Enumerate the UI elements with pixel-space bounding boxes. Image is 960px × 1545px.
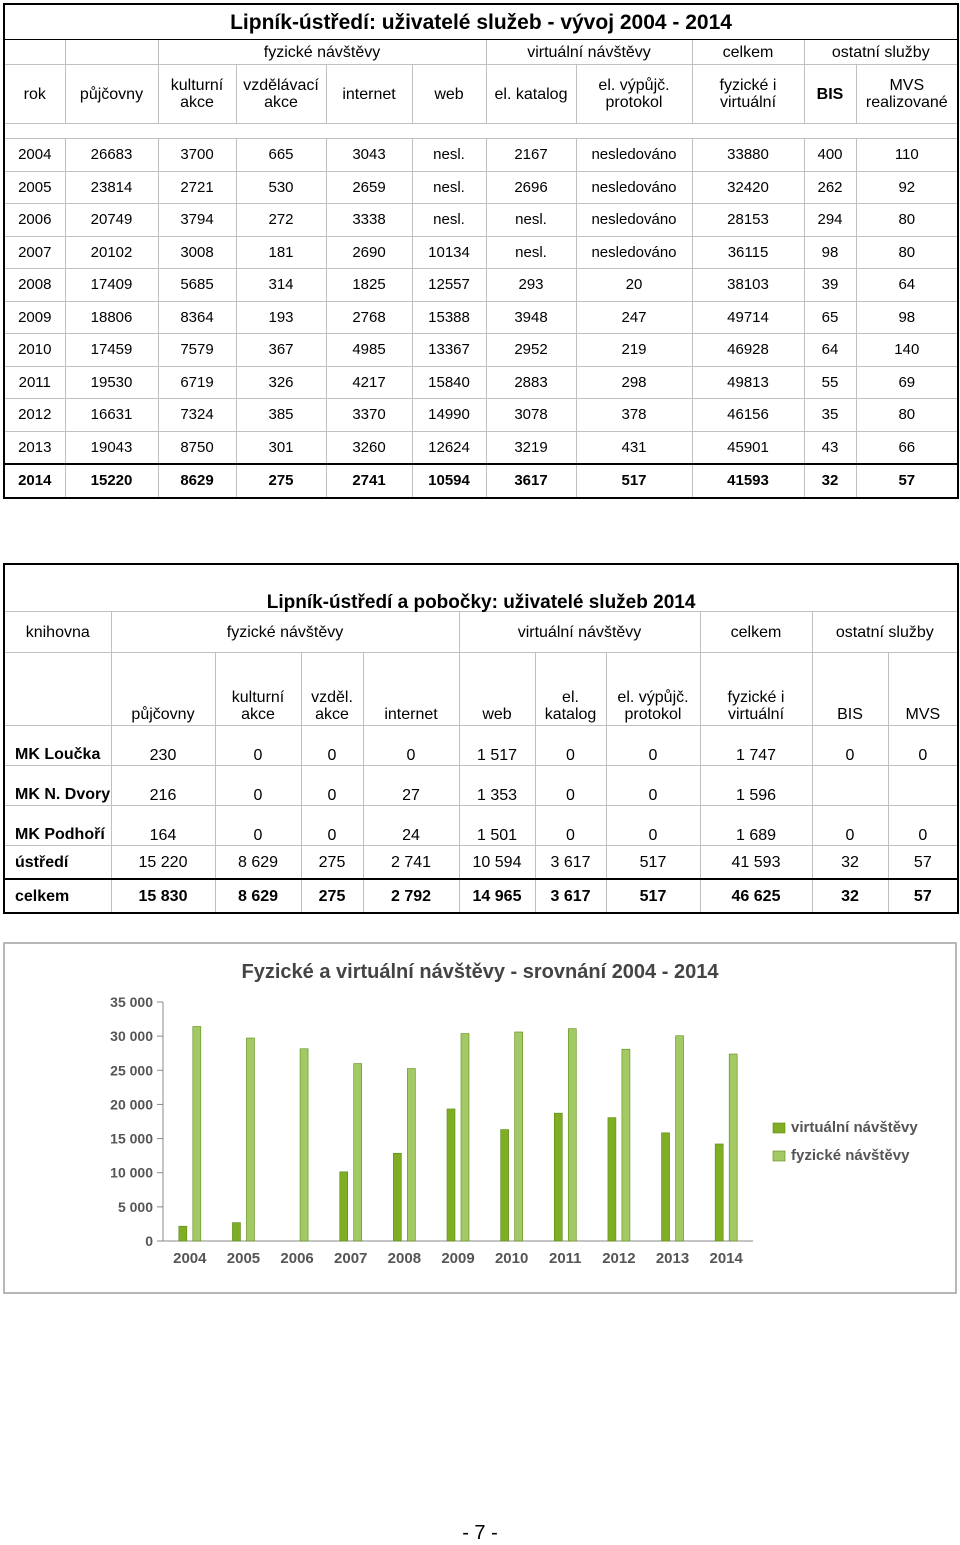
table-cell: 2013	[4, 431, 65, 464]
bar-physical-2008	[407, 1069, 415, 1241]
table-cell: 0	[606, 766, 700, 806]
bar-physical-2013	[676, 1036, 684, 1241]
table-cell: 18806	[65, 301, 158, 334]
table-cell: 98	[856, 301, 958, 334]
table-cell: 80	[856, 399, 958, 432]
table-cell: 2 741	[363, 846, 459, 880]
table-cell: 3338	[326, 204, 412, 237]
table-cell: 46928	[692, 334, 804, 367]
table-cell: 3008	[158, 236, 236, 269]
x-tick-label: 2004	[173, 1250, 207, 1267]
table-cell: 0	[215, 726, 301, 766]
col-mvs: MVS	[888, 653, 958, 726]
table-cell: 57	[856, 464, 958, 498]
legend-label: virtuální návštěvy	[791, 1119, 918, 1136]
table-cell: 17459	[65, 334, 158, 367]
table-cell: 80	[856, 236, 958, 269]
table-cell: 10134	[412, 236, 486, 269]
table-cell: 49813	[692, 366, 804, 399]
table-cell: 19530	[65, 366, 158, 399]
table-cell: 6719	[158, 366, 236, 399]
table-cell: 15220	[65, 464, 158, 498]
table-cell: 2768	[326, 301, 412, 334]
legend-label: fyzické návštěvy	[791, 1147, 910, 1164]
table-cell: 275	[301, 846, 363, 880]
col-rok: rok	[4, 65, 65, 124]
table-cell: 2659	[326, 171, 412, 204]
chart-frame	[3, 942, 957, 1294]
table-cell: 1825	[326, 269, 412, 302]
table-cell: 140	[856, 334, 958, 367]
table-cell: 92	[856, 171, 958, 204]
bar-physical-2005	[246, 1038, 254, 1241]
table-row	[4, 269, 958, 302]
table1-title: Lipník-ústředí: uživatelé služeb - vývoj 2004 - 2014	[4, 4, 958, 40]
legend-swatch	[773, 1123, 785, 1133]
group-physical: fyzické návštěvy	[158, 40, 486, 65]
chart-title: Fyzické a virtuální návštěvy - srovnání 2004 - 2014	[241, 961, 719, 983]
table-cell: 193	[236, 301, 326, 334]
table-cell: 164	[111, 806, 215, 846]
table-cell: nesledováno	[576, 139, 692, 172]
col-katalog: el. katalog	[486, 65, 576, 124]
table-cell: 46156	[692, 399, 804, 432]
table-cell: 39	[804, 269, 856, 302]
table-cell: 1 596	[700, 766, 812, 806]
table-cell: 3794	[158, 204, 236, 237]
table-row	[4, 301, 958, 334]
table-cell: nesledováno	[576, 171, 692, 204]
table-cell	[812, 766, 888, 806]
table-cell: 17409	[65, 269, 158, 302]
table-cell: 7579	[158, 334, 236, 367]
y-tick-label: 5 000	[117, 1198, 153, 1215]
table-row	[4, 806, 958, 846]
col-vzdel: vzděl. akce	[301, 653, 363, 726]
table-cell: 32	[812, 846, 888, 880]
group-knihovna: knihovna	[4, 612, 111, 653]
table-cell: 0	[301, 806, 363, 846]
table-cell: nesl.	[412, 171, 486, 204]
col-vzdelavaci: vzdělávací akce	[236, 65, 326, 124]
bar-virtual-2004	[179, 1226, 187, 1241]
table-cell: 2167	[486, 139, 576, 172]
y-tick-label: 25 000	[110, 1062, 153, 1079]
table-cell: nesl.	[412, 139, 486, 172]
table-cell: 3370	[326, 399, 412, 432]
col-fv: fyzické i virtuální	[692, 65, 804, 124]
table-cell: 32	[812, 879, 888, 913]
table-cell: 80	[856, 204, 958, 237]
table-cell: 13367	[412, 334, 486, 367]
table-cell: 0	[888, 726, 958, 766]
table-cell: 3 617	[535, 846, 606, 880]
table-cell: nesledováno	[576, 236, 692, 269]
table-cell: 0	[215, 766, 301, 806]
table-cell: 8 629	[215, 846, 301, 880]
table-cell: 275	[301, 879, 363, 913]
table-row	[4, 204, 958, 237]
y-tick-label: 30 000	[110, 1028, 153, 1045]
table-cell: 3078	[486, 399, 576, 432]
x-tick-label: 2011	[548, 1250, 582, 1267]
table-cell: 15840	[412, 366, 486, 399]
services-development-table	[3, 3, 959, 499]
bar-virtual-2012	[608, 1118, 616, 1241]
row-label: celkem	[4, 879, 111, 913]
table-cell: 294	[804, 204, 856, 237]
table-cell: 1 501	[459, 806, 535, 846]
bar-physical-2009	[461, 1034, 469, 1241]
table-cell: 23814	[65, 171, 158, 204]
col-mvs: MVS realizované	[856, 65, 958, 124]
table-row	[4, 171, 958, 204]
page-number: - 7 -	[462, 1522, 498, 1544]
table-cell: 2721	[158, 171, 236, 204]
branches-services-table	[3, 563, 959, 914]
table-cell: 530	[236, 171, 326, 204]
table-cell: 2006	[4, 204, 65, 237]
bar-physical-2012	[622, 1049, 630, 1241]
table-cell: 43	[804, 431, 856, 464]
col-kulturni: kulturní akce	[215, 653, 301, 726]
table-cell: 275	[236, 464, 326, 498]
table-cell: 15 830	[111, 879, 215, 913]
table-cell: 1 517	[459, 726, 535, 766]
group-total: celkem	[700, 612, 812, 653]
bar-physical-2011	[568, 1029, 576, 1241]
table-cell: 10594	[412, 464, 486, 498]
col-web: web	[412, 65, 486, 124]
bar-virtual-2005	[232, 1223, 240, 1241]
table-cell: 15388	[412, 301, 486, 334]
table-cell: 66	[856, 431, 958, 464]
table-cell: 3260	[326, 431, 412, 464]
table-row	[4, 399, 958, 432]
legend-swatch	[773, 1151, 785, 1161]
table-cell: 4217	[326, 366, 412, 399]
table-cell: 2007	[4, 236, 65, 269]
table-cell: 219	[576, 334, 692, 367]
table-cell: 69	[856, 366, 958, 399]
col-internet: internet	[363, 653, 459, 726]
table-cell: 367	[236, 334, 326, 367]
table-cell: 57	[888, 846, 958, 880]
group-physical: fyzické návštěvy	[111, 612, 459, 653]
table-cell: 3617	[486, 464, 576, 498]
table-cell: 230	[111, 726, 215, 766]
table2-title: Lipník-ústředí a pobočky: uživatelé služeb 2014	[4, 564, 958, 612]
table-cell: 55	[804, 366, 856, 399]
table-cell: 32	[804, 464, 856, 498]
table-cell: 385	[236, 399, 326, 432]
bar-virtual-2013	[662, 1133, 670, 1241]
table-cell: 64	[856, 269, 958, 302]
group-other: ostatní služby	[812, 612, 958, 653]
table-cell: 0	[363, 726, 459, 766]
table-cell: 517	[606, 846, 700, 880]
row-label: MK Podhoří	[4, 806, 111, 846]
table-cell: 98	[804, 236, 856, 269]
table-cell: 0	[812, 806, 888, 846]
table-cell: nesl.	[486, 204, 576, 237]
table-cell: 2009	[4, 301, 65, 334]
col-pujcovny: půjčovny	[65, 65, 158, 124]
table-cell: 2004	[4, 139, 65, 172]
table-cell: 2741	[326, 464, 412, 498]
table-cell: 2952	[486, 334, 576, 367]
table-cell: 2005	[4, 171, 65, 204]
table-cell: 3219	[486, 431, 576, 464]
table-cell: 8 629	[215, 879, 301, 913]
table-cell: 12624	[412, 431, 486, 464]
table-cell: nesl.	[486, 236, 576, 269]
table-cell: 0	[888, 806, 958, 846]
bar-virtual-2007	[340, 1172, 348, 1241]
table-cell: 12557	[412, 269, 486, 302]
table-cell: 41 593	[700, 846, 812, 880]
bar-physical-2014	[729, 1054, 737, 1241]
table-cell: 27	[363, 766, 459, 806]
row-label: ústředí	[4, 846, 111, 880]
table-row	[4, 236, 958, 269]
table-cell: 32420	[692, 171, 804, 204]
table-cell: nesl.	[412, 204, 486, 237]
table-cell: 33880	[692, 139, 804, 172]
col-bis: BIS	[812, 653, 888, 726]
table-cell: 28153	[692, 204, 804, 237]
table-cell: 378	[576, 399, 692, 432]
group-virtual: virtuální návštěvy	[486, 40, 692, 65]
table-cell: 0	[606, 726, 700, 766]
x-tick-label: 2012	[602, 1250, 636, 1267]
table-cell: 326	[236, 366, 326, 399]
table-cell: 38103	[692, 269, 804, 302]
x-tick-label: 2006	[280, 1250, 314, 1267]
table-cell: 272	[236, 204, 326, 237]
y-tick-label: 0	[145, 1233, 153, 1249]
col-web: web	[459, 653, 535, 726]
table-cell: 2014	[4, 464, 65, 498]
table-cell: 181	[236, 236, 326, 269]
y-tick-label: 20 000	[110, 1096, 153, 1113]
bar-physical-2006	[300, 1049, 308, 1241]
table-cell: 10 594	[459, 846, 535, 880]
table-cell: 1 353	[459, 766, 535, 806]
table-cell: 35	[804, 399, 856, 432]
x-tick-label: 2008	[387, 1250, 422, 1267]
table-cell: 0	[535, 726, 606, 766]
x-tick-label: 2009	[441, 1250, 475, 1267]
bar-physical-2007	[354, 1064, 362, 1241]
table-cell: 2008	[4, 269, 65, 302]
table-cell: 19043	[65, 431, 158, 464]
table-row	[4, 464, 958, 498]
table-cell: 0	[301, 726, 363, 766]
table-cell: 64	[804, 334, 856, 367]
table-cell: 517	[606, 879, 700, 913]
table-row	[4, 334, 958, 367]
bar-physical-2010	[515, 1032, 523, 1241]
x-tick-label: 2013	[655, 1250, 690, 1267]
table-cell: 2883	[486, 366, 576, 399]
x-tick-label: 2005	[226, 1250, 261, 1267]
table-cell: 400	[804, 139, 856, 172]
bar-virtual-2008	[393, 1153, 401, 1241]
table-cell: 0	[812, 726, 888, 766]
table-cell: 46 625	[700, 879, 812, 913]
col-bis: BIS	[804, 65, 856, 124]
table-cell: 262	[804, 171, 856, 204]
table-cell: 2 792	[363, 879, 459, 913]
table-cell: 65	[804, 301, 856, 334]
table-cell: 3 617	[535, 879, 606, 913]
table-cell: 517	[576, 464, 692, 498]
col-vypujc: el. výpůjč. protokol	[576, 65, 692, 124]
table-cell: 4985	[326, 334, 412, 367]
table-cell: 2011	[4, 366, 65, 399]
table-cell: 2696	[486, 171, 576, 204]
group-virtual: virtuální návštěvy	[459, 612, 700, 653]
group-total: celkem	[692, 40, 804, 65]
table-cell: 14 965	[459, 879, 535, 913]
table-cell: 431	[576, 431, 692, 464]
table-cell: 8629	[158, 464, 236, 498]
col-katalog: el. katalog	[535, 653, 606, 726]
table-row	[4, 139, 958, 172]
table-cell: 5685	[158, 269, 236, 302]
table-cell: 0	[301, 766, 363, 806]
row-label: MK N. Dvory	[4, 766, 111, 806]
table-cell: 247	[576, 301, 692, 334]
table-cell: 293	[486, 269, 576, 302]
table-cell: 314	[236, 269, 326, 302]
table-row	[4, 846, 958, 880]
table-cell: 1 747	[700, 726, 812, 766]
table-cell: 49714	[692, 301, 804, 334]
table-cell: 0	[535, 766, 606, 806]
table-cell: 3043	[326, 139, 412, 172]
table-row	[4, 879, 958, 913]
x-tick-label: 2014	[709, 1250, 743, 1267]
table-row	[4, 431, 958, 464]
bar-virtual-2009	[447, 1109, 455, 1241]
bar-physical-2004	[193, 1027, 201, 1241]
table-cell: 16631	[65, 399, 158, 432]
table-cell: 8750	[158, 431, 236, 464]
y-tick-label: 35 000	[110, 994, 153, 1010]
table-cell: 57	[888, 879, 958, 913]
table-cell: 20749	[65, 204, 158, 237]
table-cell: 301	[236, 431, 326, 464]
table-cell: 20102	[65, 236, 158, 269]
col-vypujc: el. výpůjč. protokol	[606, 653, 700, 726]
table-cell: 0	[606, 806, 700, 846]
table-cell: 3948	[486, 301, 576, 334]
table-cell: 0	[535, 806, 606, 846]
table-cell: 36115	[692, 236, 804, 269]
group-other: ostatní služby	[804, 40, 958, 65]
table-cell: 26683	[65, 139, 158, 172]
table-cell: 20	[576, 269, 692, 302]
table-cell: 7324	[158, 399, 236, 432]
table-cell: 3700	[158, 139, 236, 172]
visits-comparison-chart	[5, 944, 955, 1292]
table-cell: 216	[111, 766, 215, 806]
table-cell: 24	[363, 806, 459, 846]
col-fv: fyzické i virtuální	[700, 653, 812, 726]
bar-virtual-2010	[501, 1130, 509, 1241]
col-internet: internet	[326, 65, 412, 124]
table-cell: 110	[856, 139, 958, 172]
table-row	[4, 726, 958, 766]
table-cell: 15 220	[111, 846, 215, 880]
y-tick-label: 15 000	[110, 1130, 153, 1147]
row-label: MK Loučka	[4, 726, 111, 766]
table-cell: 665	[236, 139, 326, 172]
x-tick-label: 2007	[334, 1250, 368, 1267]
table-cell: 45901	[692, 431, 804, 464]
bar-virtual-2011	[554, 1113, 562, 1241]
table-row	[4, 366, 958, 399]
table-cell: 8364	[158, 301, 236, 334]
table-cell: 2690	[326, 236, 412, 269]
table-row	[4, 766, 958, 806]
x-tick-label: 2010	[494, 1250, 529, 1267]
table-cell	[888, 766, 958, 806]
table-cell: nesledováno	[576, 204, 692, 237]
y-tick-label: 10 000	[110, 1164, 153, 1181]
table-cell: 14990	[412, 399, 486, 432]
table-cell: 2010	[4, 334, 65, 367]
col-kulturni: kulturní akce	[158, 65, 236, 124]
table-cell: 2012	[4, 399, 65, 432]
table-cell: 298	[576, 366, 692, 399]
table-cell: 0	[215, 806, 301, 846]
bar-virtual-2014	[715, 1144, 723, 1241]
col-pujcovny: půjčovny	[111, 653, 215, 726]
table-cell: 1 689	[700, 806, 812, 846]
table-cell: 41593	[692, 464, 804, 498]
